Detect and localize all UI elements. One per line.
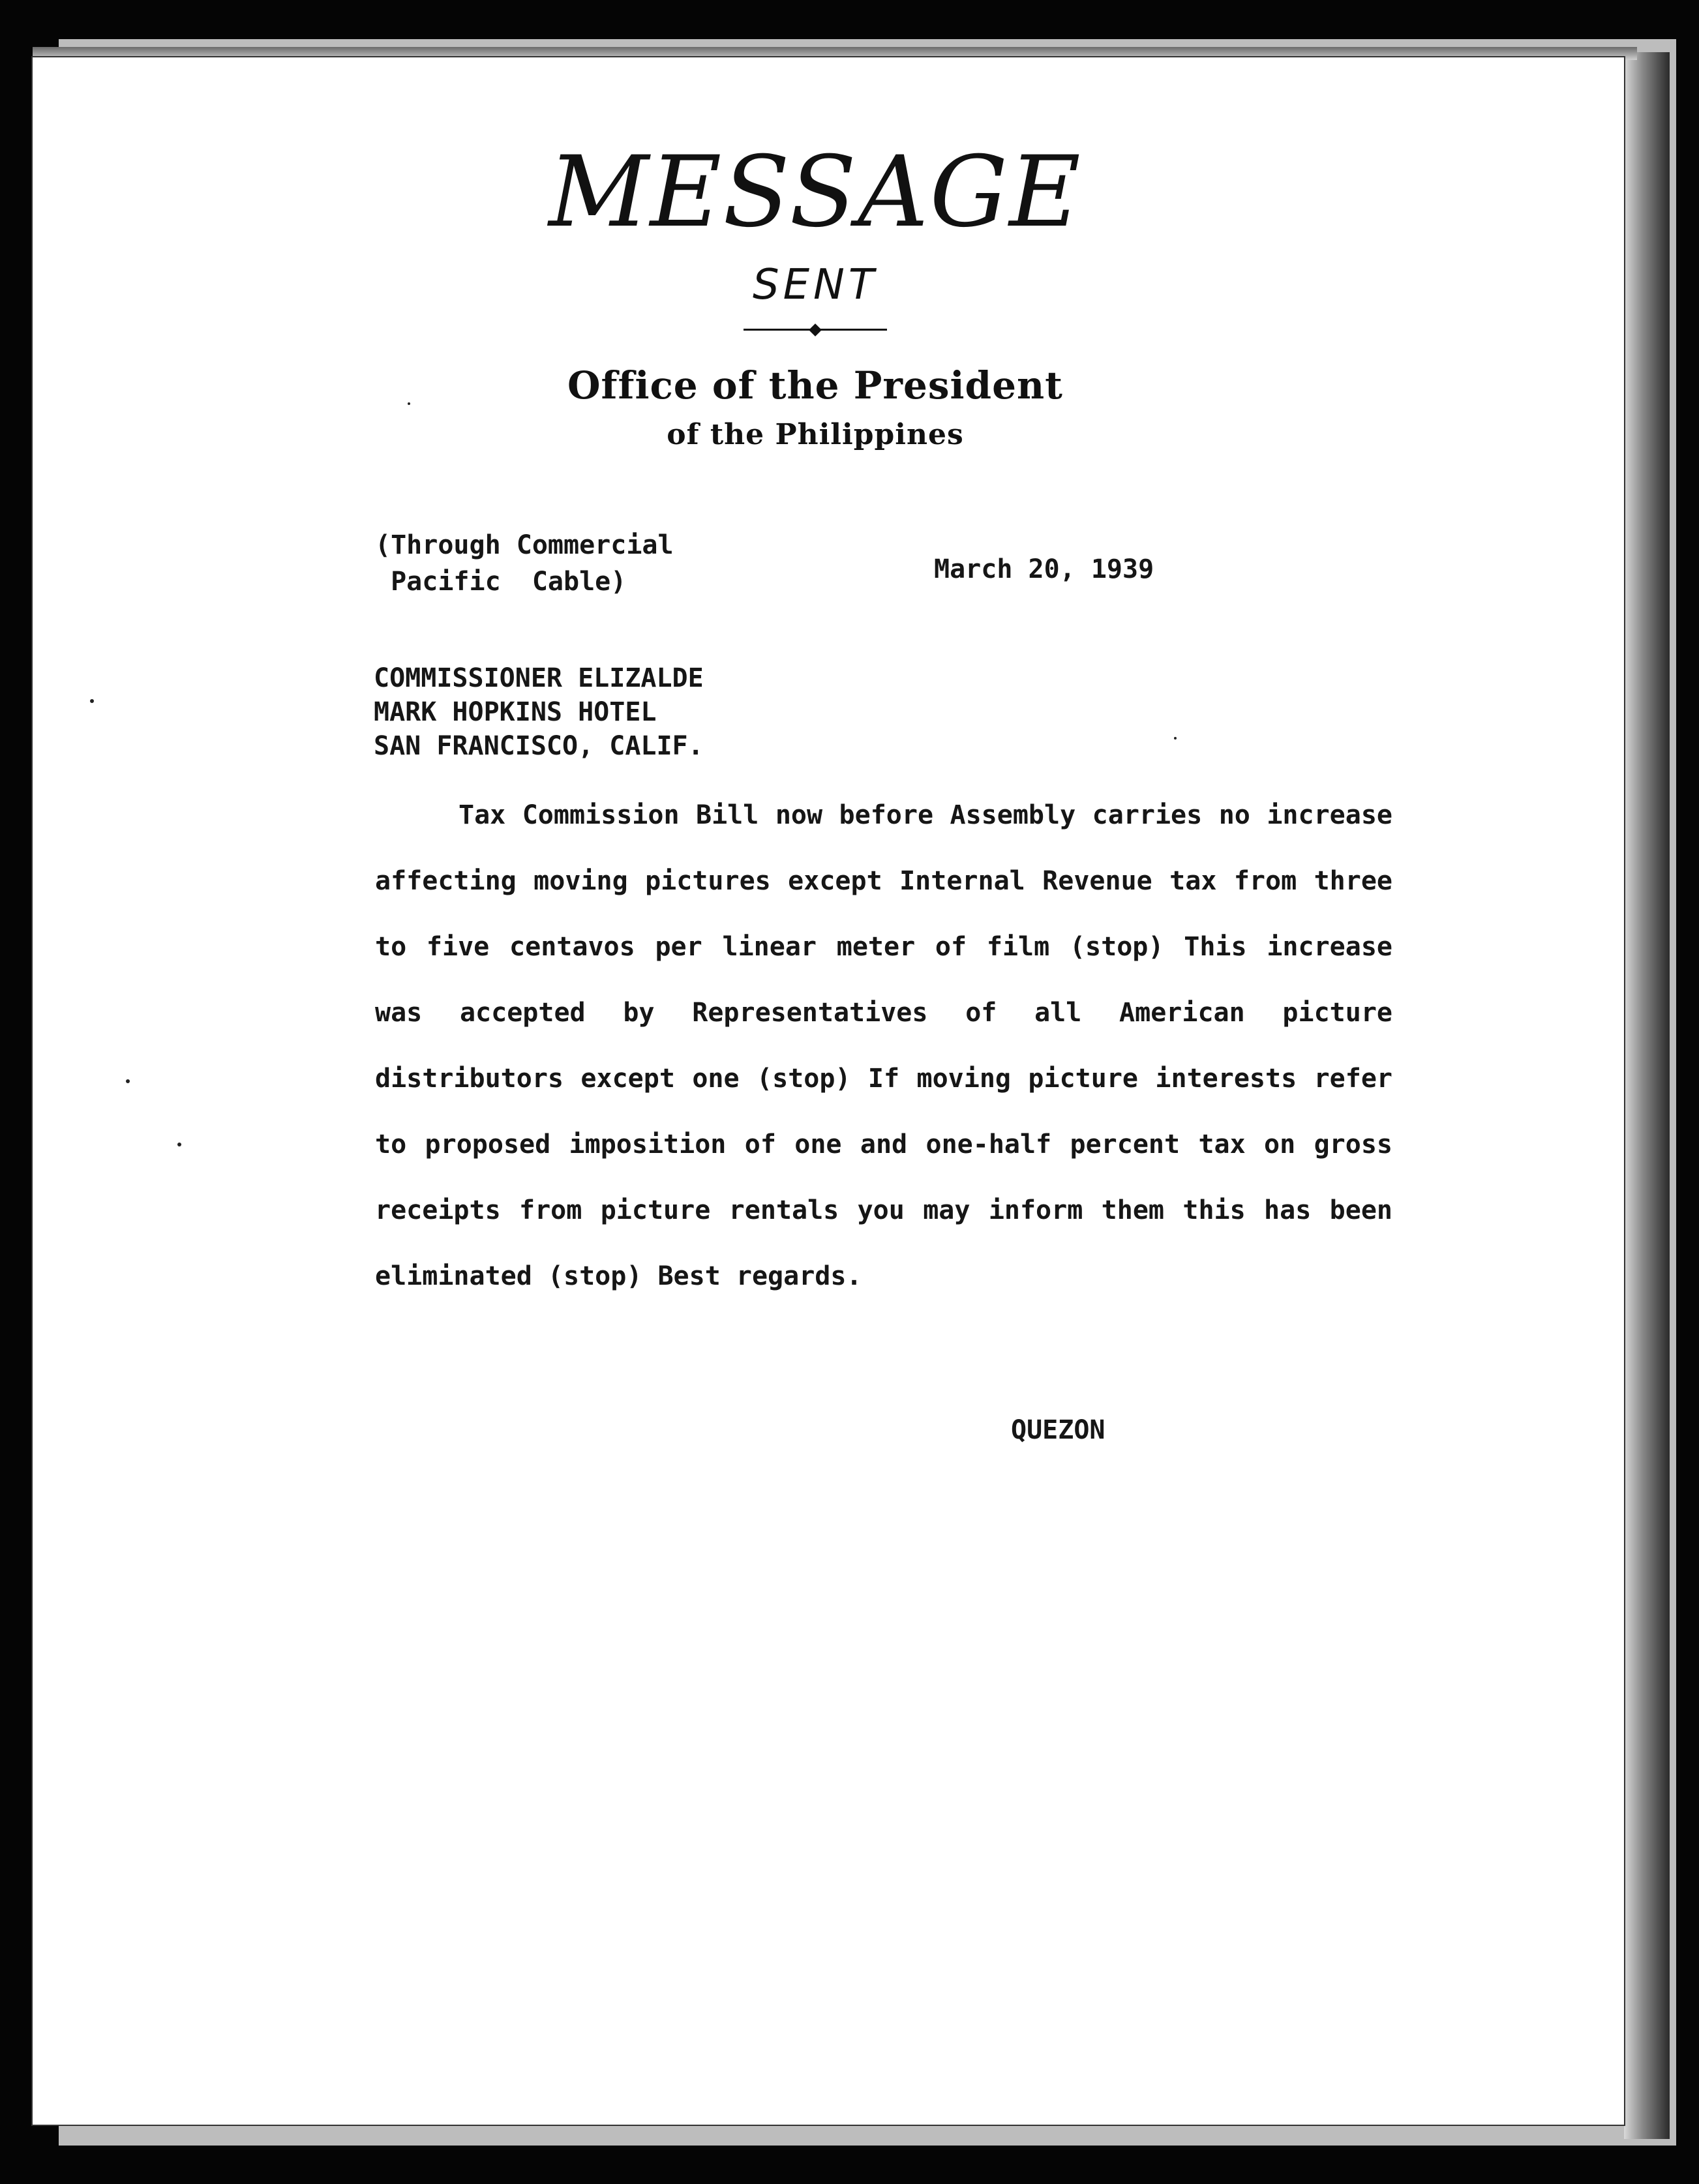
- scan-speck: [1174, 737, 1177, 740]
- scan-speck: [90, 699, 94, 703]
- letterhead-title: MESSAGE: [549, 136, 1082, 249]
- address-line-2: MARK HOPKINS HOTEL: [374, 697, 657, 727]
- ornamental-rule: [744, 329, 887, 331]
- letterhead-subtitle: SENT: [752, 261, 879, 309]
- office-line-2: of the Philippines: [667, 418, 964, 451]
- address-line-1: COMMISSIONER ELIZALDE: [374, 663, 704, 693]
- paper-right-edge: [1624, 52, 1670, 2139]
- office-line-1: Office of the President: [567, 363, 1063, 408]
- routing-line-2: Pacific Cable): [375, 567, 627, 597]
- message-body: Tax Commission Bill now before Assembly carries no increase affecting moving pictures except Internal Revenue tax from three to five centavos per linear meter of film (stop) This increase was accepted by Representatives of all American picture distributors except one (stop) If moving picture interests refer to proposed imposition of one and one-half percent tax on gross receipts from picture rentals you may inform them this has been eliminated (stop) Best regards.: [375, 800, 1392, 1291]
- letterhead: [391, 136, 1239, 451]
- scan-speck: [126, 1079, 130, 1083]
- recipient-address: [374, 661, 704, 763]
- scan-speck: [177, 1143, 181, 1146]
- diamond-ornament-icon: [809, 323, 822, 337]
- scan-speck: [408, 402, 410, 405]
- routing-note: [375, 527, 674, 600]
- address-line-3: SAN FRANCISCO, CALIF.: [374, 731, 704, 761]
- signature: QUEZON: [1011, 1415, 1105, 1445]
- message-date: March 20, 1939: [934, 554, 1154, 584]
- routing-line-1: (Through Commercial: [375, 530, 674, 560]
